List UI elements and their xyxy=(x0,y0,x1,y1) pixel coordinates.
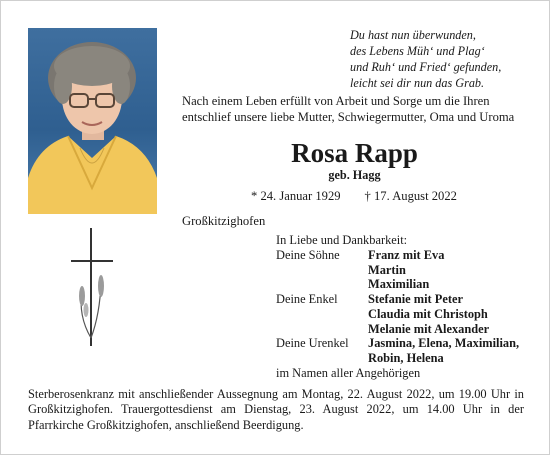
family-row xyxy=(276,307,519,322)
cross-with-wheat-icon xyxy=(68,226,118,348)
poem-line: Du hast nun überwunden, xyxy=(350,28,476,42)
family-row xyxy=(276,263,519,278)
funeral-details: Sterberosenkranz mit anschließender Aussegnung am Montag, 22. August 2022, um 19.00 Uhr in Großkitzighofen. Trauergottesdienst am Dienstag, 23. August 2022, um 14.00 Uhr in der Pfarrkirche Großkitzighofen, anschließend Beerdigung. xyxy=(28,387,524,432)
death-date: † 17. August 2022 xyxy=(364,189,457,203)
family-row xyxy=(276,292,519,307)
family-row xyxy=(276,248,519,263)
family-row xyxy=(276,351,519,366)
portrait-photo xyxy=(28,28,157,214)
birth-name: geb. Hagg xyxy=(328,168,381,182)
family-name: Melanie mit Alexander xyxy=(368,321,490,336)
birth-date: * 24. Januar 1929 xyxy=(251,189,341,203)
family-opening: In Liebe und Dankbarkeit: xyxy=(276,233,408,247)
family-list xyxy=(276,233,519,381)
intro-text: Nach einem Leben erfüllt von Arbeit und Sorge um die Ihren entschlief unsere liebe Mutter, Schwiegermutter, Oma und Uroma xyxy=(182,94,515,124)
family-label: Deine Söhne xyxy=(276,247,340,262)
life-dates xyxy=(251,189,457,204)
family-name: Jasmina, Elena, Maximilian, xyxy=(368,336,520,351)
family-closing: im Namen aller Angehörigen xyxy=(276,365,421,380)
family-row xyxy=(276,336,519,351)
place-of-residence: Großkitzighofen xyxy=(182,214,266,228)
deceased-name: Rosa Rapp xyxy=(291,138,418,168)
family-name: Franz mit Eva xyxy=(368,247,445,262)
family-name: Maximilian xyxy=(368,277,430,292)
poem-line: und Ruh‘ und Fried‘ gefunden, xyxy=(350,60,502,74)
family-name: Robin, Helena xyxy=(368,351,444,365)
poem xyxy=(350,27,540,91)
poem-line: leicht sei dir nun das Grab. xyxy=(350,76,485,90)
poem-line: des Lebens Müh‘ und Plag‘ xyxy=(350,44,485,58)
family-name: Claudia mit Christoph xyxy=(368,306,488,321)
family-name: Martin xyxy=(368,262,406,277)
family-row xyxy=(276,277,519,292)
family-label: Deine Enkel xyxy=(276,292,338,306)
family-row xyxy=(276,322,519,337)
family-name: Stefanie mit Peter xyxy=(368,292,463,306)
family-label: Deine Urenkel xyxy=(276,336,349,351)
portrait-image xyxy=(28,28,157,214)
